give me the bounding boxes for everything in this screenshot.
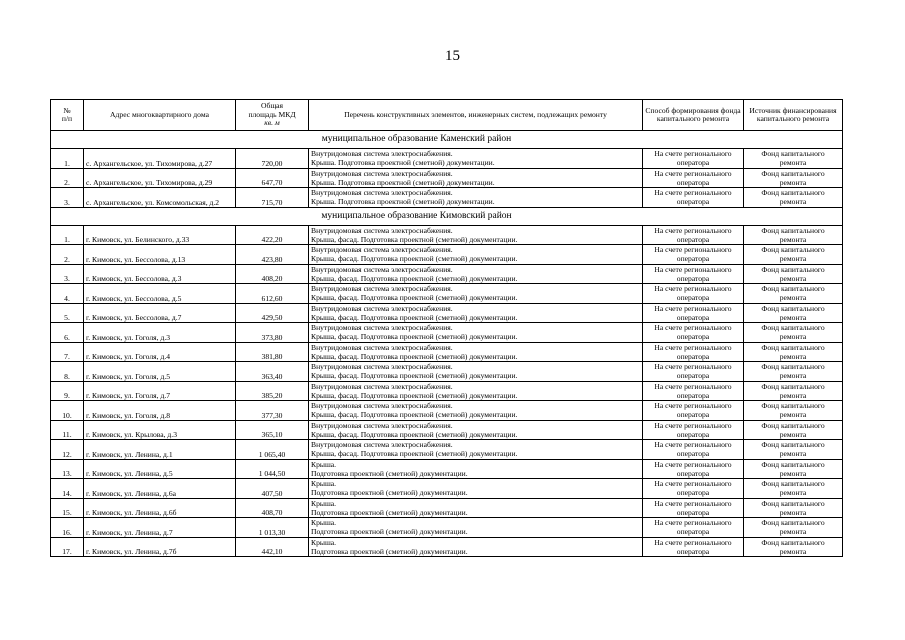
row-area: 422,20: [236, 225, 309, 245]
row-area: 363,40: [236, 362, 309, 382]
row-fund-method: На счете регионального оператора: [643, 168, 744, 188]
row-fund-source: Фонд капитального ремонта: [744, 342, 843, 362]
row-fund-source: Фонд капитального ремонта: [744, 245, 843, 265]
row-structures: Крыша. Подготовка проектной (сметной) документации.: [309, 518, 643, 538]
row-area: 377,30: [236, 401, 309, 421]
row-structures: Крыша. Подготовка проектной (сметной) документации.: [309, 459, 643, 479]
row-area: 715,70: [236, 188, 309, 208]
row-fund-source: Фонд капитального ремонта: [744, 459, 843, 479]
row-number: 10.: [51, 401, 84, 421]
table-row: [51, 323, 843, 343]
row-fund-method: На счете регионального оператора: [643, 362, 744, 382]
row-structures: Внутридомовая система электроснабжения. Крыша. Подготовка проектной (сметной) документации.: [309, 149, 643, 169]
row-fund-source: Фонд капитального ремонта: [744, 323, 843, 343]
table-row: [51, 420, 843, 440]
row-area: 647,70: [236, 168, 309, 188]
row-address: г. Кимовск, ул. Ленина, д.1: [84, 440, 236, 460]
row-fund-method: На счете регионального оператора: [643, 459, 744, 479]
row-area: 720,00: [236, 149, 309, 169]
row-address: г. Кимовск, ул. Крылова, д.3: [84, 420, 236, 440]
row-structures: Внутридомовая система электроснабжения. Крыша, фасад. Подготовка проектной (сметной) документации.: [309, 401, 643, 421]
row-area: 1 044,50: [236, 459, 309, 479]
row-address: г. Кимовск, ул. Ленина, д.7б: [84, 537, 236, 557]
row-structures: Внутридомовая система электроснабжения. Крыша. Подготовка проектной (сметной) документации.: [309, 188, 643, 208]
row-address: с. Архангельское, ул. Тихомирова, д.27: [84, 149, 236, 169]
row-fund-method: На счете регионального оператора: [643, 284, 744, 304]
row-fund-source: Фонд капитального ремонта: [744, 420, 843, 440]
row-area: 429,50: [236, 303, 309, 323]
table-row: [51, 225, 843, 245]
row-structures: Внутридомовая система электроснабжения. Крыша, фасад. Подготовка проектной (сметной) документации.: [309, 381, 643, 401]
table-row: [51, 381, 843, 401]
table-row: [51, 362, 843, 382]
row-address: г. Кимовск, ул. Ленина, д.6а: [84, 479, 236, 499]
row-area: 1 065,40: [236, 440, 309, 460]
row-address: г. Кимовск, ул. Бессолова, д.7: [84, 303, 236, 323]
row-address: г. Кимовск, ул. Бессолова, д.3: [84, 264, 236, 284]
row-address: г. Кимовск, ул. Бессолова, д.13: [84, 245, 236, 265]
row-fund-method: На счете регионального оператора: [643, 323, 744, 343]
table-row: [51, 303, 843, 323]
row-fund-source: Фонд капитального ремонта: [744, 401, 843, 421]
row-area: 365,10: [236, 420, 309, 440]
row-fund-method: На счете регионального оператора: [643, 245, 744, 265]
row-fund-method: На счете регионального оператора: [643, 479, 744, 499]
row-address: г. Кимовск, ул. Белинского, д.33: [84, 225, 236, 245]
row-structures: Внутридомовая система электроснабжения. Крыша, фасад. Подготовка проектной (сметной) документации.: [309, 420, 643, 440]
row-fund-source: Фонд капитального ремонта: [744, 225, 843, 245]
row-area: 442,10: [236, 537, 309, 557]
header-source: Источник финансирования капитального ремонта: [744, 100, 843, 131]
row-fund-source: Фонд капитального ремонта: [744, 518, 843, 538]
row-address: г. Кимовск, ул. Гоголя, д.7: [84, 381, 236, 401]
header-address: Адрес многоквартирного дома: [84, 100, 236, 131]
row-fund-source: Фонд капитального ремонта: [744, 264, 843, 284]
row-structures: Внутридомовая система электроснабжения. Крыша, фасад. Подготовка проектной (сметной) документации.: [309, 264, 643, 284]
row-address: г. Кимовск, ул. Гоголя, д.8: [84, 401, 236, 421]
page-number: 15: [445, 48, 460, 64]
row-fund-method: На счете регионального оператора: [643, 537, 744, 557]
section-title: муниципальное образование Кимовский район: [51, 207, 843, 225]
table-row: [51, 498, 843, 518]
row-address: с. Архангельское, ул. Тихомирова, д.29: [84, 168, 236, 188]
row-fund-method: На счете регионального оператора: [643, 498, 744, 518]
table-row: [51, 440, 843, 460]
row-fund-source: Фонд капитального ремонта: [744, 284, 843, 304]
table-row: [51, 459, 843, 479]
row-area: 385,20: [236, 381, 309, 401]
row-fund-method: На счете регионального оператора: [643, 518, 744, 538]
row-fund-method: На счете регионального оператора: [643, 381, 744, 401]
row-structures: Крыша. Подготовка проектной (сметной) документации.: [309, 498, 643, 518]
row-structures: Внутридомовая система электроснабжения. Крыша. Подготовка проектной (сметной) документации.: [309, 168, 643, 188]
row-number: 4.: [51, 284, 84, 304]
row-area: 423,80: [236, 245, 309, 265]
row-number: 11.: [51, 420, 84, 440]
row-fund-source: Фонд капитального ремонта: [744, 537, 843, 557]
row-number: 1.: [51, 225, 84, 245]
row-fund-method: На счете регионального оператора: [643, 401, 744, 421]
row-area: 408,20: [236, 264, 309, 284]
row-area: 373,80: [236, 323, 309, 343]
row-address: г. Кимовск, ул. Бессолова, д.5: [84, 284, 236, 304]
row-number: 1.: [51, 149, 84, 169]
row-address: г. Кимовск, ул. Ленина, д.6б: [84, 498, 236, 518]
row-number: 5.: [51, 303, 84, 323]
row-structures: Внутридомовая система электроснабжения. Крыша, фасад. Подготовка проектной (сметной) документации.: [309, 362, 643, 382]
row-fund-method: На счете регионального оператора: [643, 420, 744, 440]
table-row: [51, 168, 843, 188]
table-row: [51, 342, 843, 362]
row-fund-source: Фонд капитального ремонта: [744, 303, 843, 323]
section-header-row: [51, 131, 843, 149]
row-number: 8.: [51, 362, 84, 382]
table-header-row: [51, 100, 843, 131]
table-row: [51, 149, 843, 169]
table-row: [51, 401, 843, 421]
row-structures: Внутридомовая система электроснабжения. Крыша, фасад. Подготовка проектной (сметной) документации.: [309, 303, 643, 323]
row-number: 14.: [51, 479, 84, 499]
row-fund-method: На счете регионального оператора: [643, 225, 744, 245]
row-number: 3.: [51, 264, 84, 284]
row-address: г. Кимовск, ул. Ленина, д.5: [84, 459, 236, 479]
row-structures: Внутридомовая система электроснабжения. Крыша, фасад. Подготовка проектной (сметной) документации.: [309, 440, 643, 460]
row-fund-method: На счете регионального оператора: [643, 149, 744, 169]
row-area: 407,50: [236, 479, 309, 499]
header-method: Способ формирования фонда капитального ремонта: [643, 100, 744, 131]
row-fund-source: Фонд капитального ремонта: [744, 362, 843, 382]
row-structures: Внутридомовая система электроснабжения. Крыша, фасад. Подготовка проектной (сметной) документации.: [309, 225, 643, 245]
row-number: 2.: [51, 168, 84, 188]
row-structures: Крыша. Подготовка проектной (сметной) документации.: [309, 537, 643, 557]
row-address: с. Архангельское, ул. Комсомольская, д.2: [84, 188, 236, 208]
row-fund-source: Фонд капитального ремонта: [744, 479, 843, 499]
header-structures: Перечень конструктивных элементов, инженерных систем, подлежащих ремонту: [309, 100, 643, 131]
row-structures: Внутридомовая система электроснабжения. Крыша, фасад. Подготовка проектной (сметной) документации.: [309, 323, 643, 343]
row-fund-method: На счете регионального оператора: [643, 188, 744, 208]
row-fund-source: Фонд капитального ремонта: [744, 498, 843, 518]
row-number: 9.: [51, 381, 84, 401]
table-row: [51, 479, 843, 499]
row-fund-source: Фонд капитального ремонта: [744, 381, 843, 401]
row-address: г. Кимовск, ул. Гоголя, д.4: [84, 342, 236, 362]
row-area: 1 013,30: [236, 518, 309, 538]
table-row: [51, 264, 843, 284]
section-title: муниципальное образование Каменский район: [51, 131, 843, 149]
row-area: 408,70: [236, 498, 309, 518]
row-number: 13.: [51, 459, 84, 479]
row-fund-method: На счете регионального оператора: [643, 440, 744, 460]
row-fund-method: На счете регионального оператора: [643, 303, 744, 323]
row-area: 381,80: [236, 342, 309, 362]
row-fund-source: Фонд капитального ремонта: [744, 149, 843, 169]
row-address: г. Кимовск, ул. Ленина, д.7: [84, 518, 236, 538]
capital-repair-table: [50, 99, 843, 557]
table-row: [51, 245, 843, 265]
row-fund-source: Фонд капитального ремонта: [744, 440, 843, 460]
table-row: [51, 518, 843, 538]
section-header-row: [51, 207, 843, 225]
row-number: 16.: [51, 518, 84, 538]
table-row: [51, 537, 843, 557]
header-number: № п/п: [51, 100, 84, 131]
row-number: 6.: [51, 323, 84, 343]
header-area: Общая площадь МКД кв. м: [236, 100, 309, 131]
row-structures: Внутридомовая система электроснабжения. Крыша, фасад. Подготовка проектной (сметной) документации.: [309, 342, 643, 362]
row-structures: Крыша. Подготовка проектной (сметной) документации.: [309, 479, 643, 499]
row-address: г. Кимовск, ул. Гоголя, д.3: [84, 323, 236, 343]
row-number: 12.: [51, 440, 84, 460]
row-fund-source: Фонд капитального ремонта: [744, 168, 843, 188]
row-structures: Внутридомовая система электроснабжения. Крыша, фасад. Подготовка проектной (сметной) документации.: [309, 284, 643, 304]
row-number: 17.: [51, 537, 84, 557]
row-fund-source: Фонд капитального ремонта: [744, 188, 843, 208]
row-number: 15.: [51, 498, 84, 518]
row-area: 612,60: [236, 284, 309, 304]
row-number: 3.: [51, 188, 84, 208]
table-row: [51, 284, 843, 304]
row-address: г. Кимовск, ул. Гоголя, д.5: [84, 362, 236, 382]
table-row: [51, 188, 843, 208]
row-number: 2.: [51, 245, 84, 265]
row-number: 7.: [51, 342, 84, 362]
row-fund-method: На счете регионального оператора: [643, 342, 744, 362]
row-fund-method: На счете регионального оператора: [643, 264, 744, 284]
row-structures: Внутридомовая система электроснабжения. Крыша, фасад. Подготовка проектной (сметной) документации.: [309, 245, 643, 265]
